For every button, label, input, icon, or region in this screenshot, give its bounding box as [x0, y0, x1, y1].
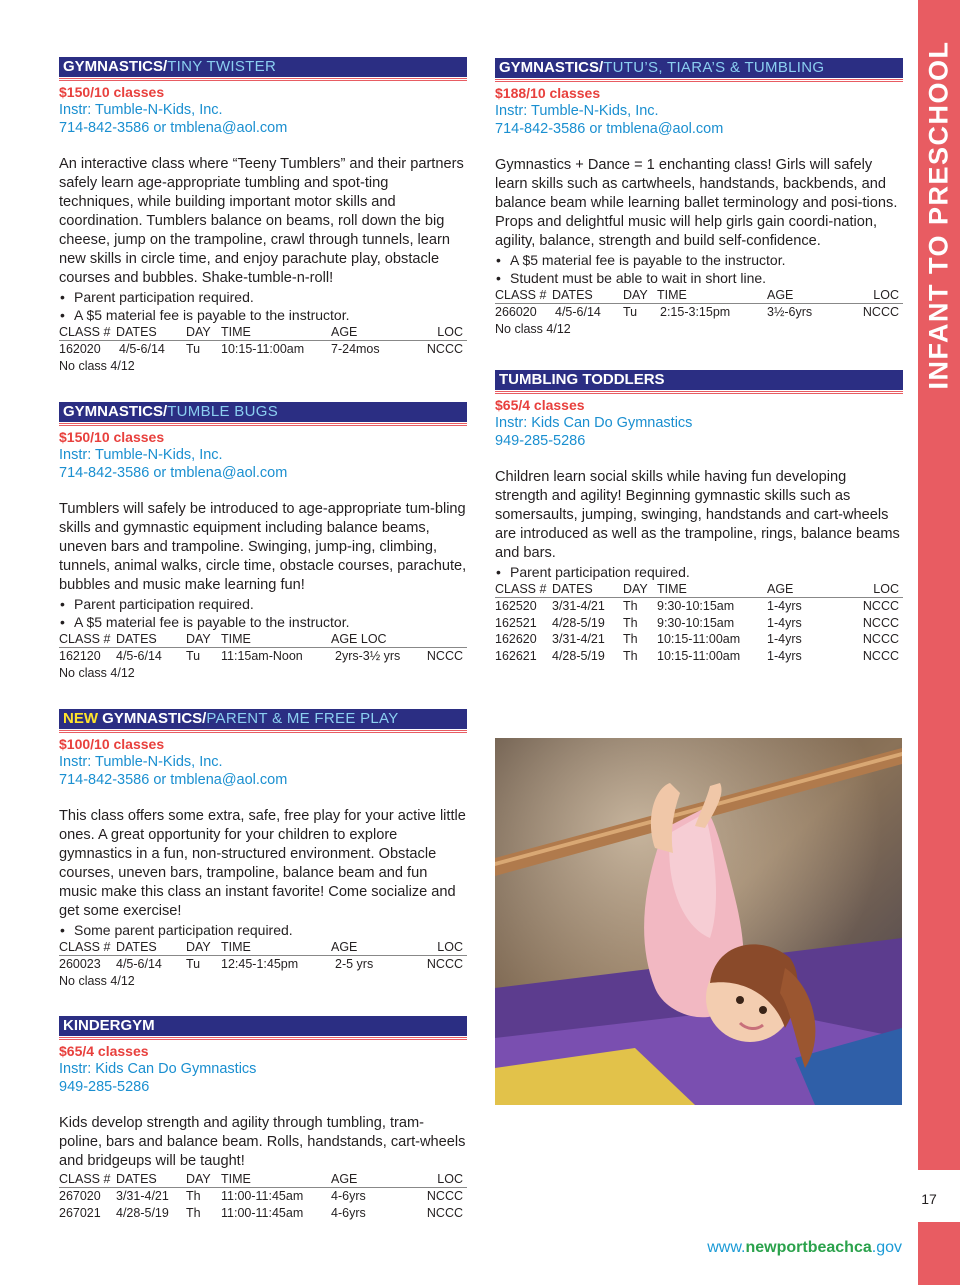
- class-instructor: Instr: Tumble-N-Kids, Inc.: [495, 103, 659, 119]
- class-kindergym: [59, 1016, 467, 1221]
- class-price: $65/4 classes: [59, 1043, 149, 1059]
- table-row: 162620 3/31-4/21 Th 10:15-11:00am 1-4yrs NCCC: [495, 632, 899, 646]
- class-description: Tumblers will safely be introduced to age-appropriate tum-bling skills and gymnastic equipment including balance beams, uneven bars and trampoline. Swinging, jump-ing, climbing, tunnels, animal walks, circle time, obstacle courses, parachute, bubbles and music make learning fun!: [59, 501, 467, 593]
- class-contact[interactable]: 949-285-5286: [59, 1079, 150, 1095]
- table-row: 260023 4/5-6/14 Tu 12:45-1:45pm 2-5 yrs NCCC: [59, 957, 463, 971]
- table-row: 162520 3/31-4/21 Th 9:30-10:15am 1-4yrs NCCC: [495, 599, 899, 613]
- table-row: 266020 4/5-6/14 Tu 2:15-3:15pm 3½-6yrs NCCC: [495, 305, 899, 319]
- class-contact[interactable]: 714-842-3586 or tmblena@aol.com: [59, 772, 288, 788]
- class-header: GYMNASTICS/TINY TWISTER: [59, 57, 467, 77]
- table-row: 267020 3/31-4/21 Th 11:00-11:45am 4-6yrs NCCC: [59, 1189, 463, 1203]
- schedule-table: CLASS # DATES DAY TIME AGE LOC 267020 3/31-4/21 Th 11:00-11:45am 4-6yrs NCCC 267021 4/28-5/19 Th 11:00-11:45am 4-6yrs NCCC: [59, 1172, 467, 1221]
- schedule-table: CLASS # DATES DAY TIME AGE LOC 266020 4/5-6/14 Tu 2:15-3:15pm 3½-6yrs NCCC: [495, 288, 903, 321]
- class-contact[interactable]: 949-285-5286: [495, 433, 586, 449]
- schedule-table: CLASS # DATES DAY TIME AGE LOC 162020 4/5-6/14 Tu 10:15-11:00am 7-24mos NCCC: [59, 325, 467, 358]
- class-price: $100/10 classes: [59, 736, 165, 752]
- class-instructor: Instr: Kids Can Do Gymnastics: [59, 1061, 257, 1077]
- child-gymnastics-photo: [495, 738, 902, 1105]
- class-description: This class offers some extra, safe, free play for your active little ones. A great opportunity for your children to explore gymnastics in a fun, non-structured environment. Obstacle courses, uneven bars, trampoline, balance beam and fun music make this class an instant favorite! Come socialize and get some exercise!: [59, 808, 466, 919]
- class-parent-me-free-play: NEW GYMNASTICS/PARENT & ME FREE PLAY $100/10 classes Instr: Tumble-N-Kids, Inc. 714-842-3586 or tmblena@aol.com This class offers some extra, safe, free play for your active little ones. A great opportunity for your children to explore gymnastics in a fun, non-structured environment. Obstacle courses, uneven bars, trampoline, balance beam and fun music make this class an instant favorite! Come socialize and get some exercise! • Some parent participation required. CLASS # DATES DAY TIME AGE LOC 260023 4/5-6/14 Tu 12:45-1:45pm 2-5 yrs NCCC No class 4/12: [59, 709, 467, 989]
- class-instructor: Instr: Tumble-N-Kids, Inc.: [59, 447, 223, 463]
- class-instructor: Instr: Tumble-N-Kids, Inc.: [59, 102, 223, 118]
- class-description: Gymnastics + Dance = 1 enchanting class! Girls will safely learn skills such as cartwheels, handstands, backbends, and balance beam while learning ballet terminology and posi-tions. Props and delightful music will help girls gain coordi-nation, agility, balance, strength and build self-confidence.: [495, 157, 898, 249]
- class-price: $150/10 classes: [59, 429, 165, 445]
- table-row: 162120 4/5-6/14 Tu 11:15am-Noon 2yrs-3½ yrs NCCC: [59, 649, 463, 663]
- new-badge: NEW: [63, 710, 98, 727]
- class-header: GYMNASTICS/TUTU’S, TIARA’S & TUMBLING: [495, 58, 903, 78]
- class-header: NEW GYMNASTICS/PARENT & ME FREE PLAY: [59, 709, 467, 729]
- schedule-table: CLASS # DATES DAY TIME AGE LOC 260023 4/5-6/14 Tu 12:45-1:45pm 2-5 yrs NCCC: [59, 940, 467, 973]
- class-notes: • Parent participation required. • A $5 material fee is payable to the instructor.: [59, 288, 467, 324]
- class-tumble-bugs: GYMNASTICS/TUMBLE BUGS $150/10 classes Instr: Tumble-N-Kids, Inc. 714-842-3586 or tmblena@aol.com Tumblers will safely be introduced to age-appropriate tum-bling skills and gymnastic equipment including balance beams, uneven bars and trampoline. Swinging, jump-ing, climbing, tunnels, animal walks, circle time, obstacle courses, parachute, bubbles and music make learning fun! • Parent participation required. • A $5 material fee is payable to the instructor. CLASS # DATES DAY TIME AGE LOC 162120 4/5-6/14 Tu 11:15am-Noon 2yrs-3½ yrs NCCC No class 4/12: [59, 402, 467, 681]
- class-price: $188/10 classes: [495, 85, 601, 101]
- class-header: GYMNASTICS/TUMBLE BUGS: [59, 402, 467, 422]
- class-tumbling-toddlers: [495, 370, 903, 664]
- page-number: 17: [921, 1191, 937, 1207]
- schedule-table: CLASS # DATES DAY TIME AGE LOC 162120 4/5-6/14 Tu 11:15am-Noon 2yrs-3½ yrs NCCC: [59, 632, 467, 665]
- side-tab-bottom: [918, 1222, 960, 1285]
- table-row: 162621 4/28-5/19 Th 10:15-11:00am 1-4yrs NCCC: [495, 648, 899, 663]
- class-header: TUMBLING TODDLERS: [495, 370, 903, 390]
- schedule-table: CLASS # DATES DAY TIME AGE LOC 162520 3/31-4/21 Th 9:30-10:15am 1-4yrs NCCC 162521 4/28-5/19 Th 9:30-10:15am 1-4yrs NCCC 162620 3/31-4/21 Th 10:15-11:00am 1-4yrs NCCC 162621 4/28-5/19 Th 10:15-11:00am 1-4yrs NCCC: [495, 582, 903, 664]
- class-notes: • Parent participation required. • A $5 material fee is payable to the instructor.: [59, 595, 467, 631]
- website-link[interactable]: www.newportbeachca.gov: [707, 1239, 902, 1256]
- class-description: Kids develop strength and agility through tumbling, tram-poline, bars and balance beam. Rolls, handstands, cart-wheels and bridgeups will be taught!: [59, 1115, 466, 1169]
- class-price: $150/10 classes: [59, 84, 165, 100]
- class-description: An interactive class where “Teeny Tumblers” and their partners safely learn age-appropriate tumbling and spot-ting techniques, while building important motor skills and coordination. Tumblers balance on beams, roll down the big cheese, jump on the trampoline, crawl through tunnels, learn new skills in circle time, and enjoy parachute play, obstacle courses and bubbles. Shake-tumble-n-roll!: [59, 156, 464, 286]
- class-description: Children learn social skills while having fun developing strength and agility! Beginning gymnastic skills such as somersaults, jumping, swinging, handstands and cart-wheels are introduced as well as the trampoline, rings, balance beams and bars.: [495, 469, 900, 561]
- section-side-label: INFANT TO PRESCHOOL: [923, 40, 954, 390]
- class-instructor: Instr: Tumble-N-Kids, Inc.: [59, 754, 223, 770]
- table-row: 162020 4/5-6/14 Tu 10:15-11:00am 7-24mos NCCC: [59, 342, 463, 356]
- class-tutus-tiaras-tumbling: GYMNASTICS/TUTU’S, TIARA’S & TUMBLING $188/10 classes Instr: Tumble-N-Kids, Inc. 714-842-3586 or tmblena@aol.com Gymnastics + Dance = 1 enchanting class! Girls will safely learn skills such as cartwheels, handstands, backbends, and balance beam while learning ballet terminology and posi-tions. Props and delightful music will help girls gain coordi-nation, agility, balance, strength and build self-confidence. • A $5 material fee is payable to the instructor. • Student must be able to wait in short line. CLASS # DATES DAY TIME AGE LOC 266020 4/5-6/14 Tu 2:15-3:15pm 3½-6yrs NCCC No class 4/12: [495, 58, 903, 337]
- class-notes: • Some parent participation required.: [59, 921, 467, 939]
- class-notes: • A $5 material fee is payable to the instructor. • Student must be able to wait in short line.: [495, 251, 903, 287]
- class-contact[interactable]: 714-842-3586 or tmblena@aol.com: [495, 121, 724, 137]
- class-contact[interactable]: 714-842-3586 or tmblena@aol.com: [59, 465, 288, 481]
- class-instructor: Instr: Kids Can Do Gymnastics: [495, 415, 693, 431]
- class-notes: • Parent participation required.: [495, 563, 903, 581]
- table-row: 267021 4/28-5/19 Th 11:00-11:45am 4-6yrs NCCC: [59, 1205, 463, 1220]
- class-tiny-twister: GYMNASTICS/TINY TWISTER $150/10 classes Instr: Tumble-N-Kids, Inc. 714-842-3586 or tmblena@aol.com An interactive class where “Teeny Tumblers” and their partners safely learn age-appropriate tumbling and spot-ting techniques, while building important motor skills and coordination. Tumblers balance on beams, roll down the big cheese, jump on the trampoline, crawl through tunnels, learn new skills in circle time, and enjoy parachute play, obstacle courses and bubbles. Shake-tumble-n-roll! • Parent participation required. • A $5 material fee is payable to the instructor. CLASS # DATES DAY TIME AGE LOC 162020 4/5-6/14 Tu 10:15-11:00am 7-24mos NCCC No class 4/12: [59, 57, 467, 374]
- class-header: KINDERGYM: [59, 1016, 467, 1036]
- class-contact[interactable]: 714-842-3586 or tmblena@aol.com: [59, 120, 288, 136]
- table-row: 162521 4/28-5/19 Th 9:30-10:15am 1-4yrs NCCC: [495, 615, 899, 630]
- class-price: $65/4 classes: [495, 397, 585, 413]
